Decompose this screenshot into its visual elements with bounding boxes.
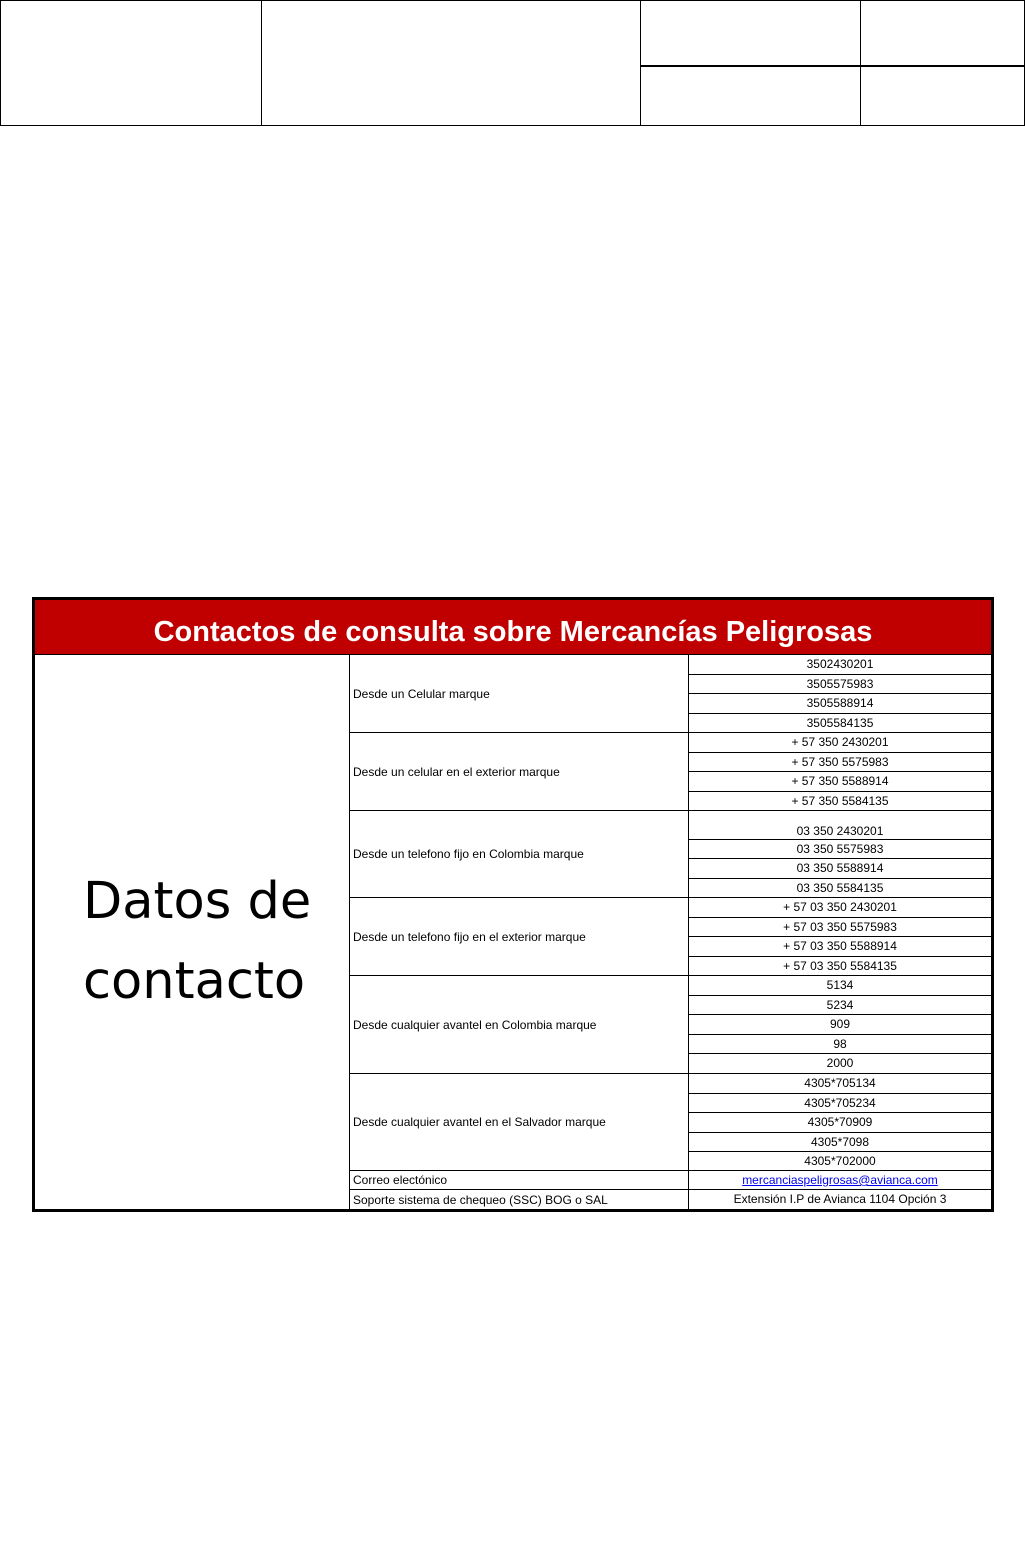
avantel-value: 5134 bbox=[689, 976, 991, 996]
phone-value: 3505584135 bbox=[806, 716, 874, 730]
phone-value: + 57 350 2430201 bbox=[689, 733, 991, 753]
avantel-value: 2000 bbox=[826, 1056, 854, 1070]
group-label: Desde cualquier avantel en Colombia marque bbox=[350, 976, 689, 1073]
group-label: Desde cualquier avantel en el Salvador marque bbox=[350, 1074, 689, 1170]
support-value: Extensión I.P de Avianca 1104 Opción 3 bbox=[733, 1192, 947, 1206]
email-label: Correo electónico bbox=[350, 1171, 689, 1189]
avantel-value: 4305*705234 bbox=[689, 1094, 991, 1113]
phone-value: 3505588914 bbox=[689, 694, 991, 714]
phone-value: 03 350 5584135 bbox=[796, 881, 884, 895]
contact-group-fijo-colombia bbox=[350, 811, 991, 898]
avantel-value: 909 bbox=[689, 1015, 991, 1035]
group-label: Desde un celular en el exterior marque bbox=[350, 733, 689, 810]
contact-group-fijo-exterior bbox=[350, 898, 991, 976]
contact-group-avantel-colombia bbox=[350, 976, 991, 1074]
phone-value: + 57 03 350 5575983 bbox=[689, 918, 991, 937]
group-label: Desde un telefono fijo en el exterior marque bbox=[350, 898, 689, 975]
phone-value: 3505575983 bbox=[689, 675, 991, 694]
phone-value: + 57 03 350 5584135 bbox=[783, 959, 897, 973]
phone-value: 03 350 5575983 bbox=[689, 840, 991, 859]
phone-value: 03 350 2430201 bbox=[689, 811, 991, 840]
phone-value: + 57 350 5588914 bbox=[689, 772, 991, 792]
contact-data-cell bbox=[35, 655, 350, 1209]
avantel-value: 98 bbox=[689, 1035, 991, 1054]
avantel-value: 4305*70909 bbox=[689, 1113, 991, 1133]
contacts-grid bbox=[350, 655, 991, 1209]
support-row bbox=[350, 1190, 991, 1209]
phone-value: 03 350 5588914 bbox=[689, 859, 991, 879]
avantel-value: 5234 bbox=[689, 996, 991, 1015]
contacts-title: Contactos de consulta sobre Mercancías Peligrosas bbox=[35, 600, 991, 655]
contact-group-celular bbox=[350, 655, 991, 733]
group-label: Desde un Celular marque bbox=[350, 655, 689, 732]
email-link[interactable]: mercanciaspeligrosas@avianca.com bbox=[742, 1173, 938, 1187]
phone-value: + 57 350 5584135 bbox=[791, 794, 889, 808]
group-label: Desde un telefono fijo en Colombia marque bbox=[350, 811, 689, 897]
avantel-value: 4305*702000 bbox=[804, 1154, 876, 1168]
avantel-value: 4305*7098 bbox=[689, 1133, 991, 1152]
phone-value: + 57 350 5575983 bbox=[689, 753, 991, 772]
avantel-value: 4305*705134 bbox=[689, 1074, 991, 1094]
contact-data-label: Datos de contacto bbox=[83, 872, 312, 1011]
phone-value: + 57 03 350 2430201 bbox=[689, 898, 991, 918]
contact-group-celular-exterior bbox=[350, 733, 991, 811]
email-row bbox=[350, 1171, 991, 1190]
phone-value: 3502430201 bbox=[689, 655, 991, 675]
phone-value: + 57 03 350 5588914 bbox=[689, 937, 991, 957]
document-header-table bbox=[0, 0, 1025, 126]
contacts-table bbox=[32, 597, 994, 1212]
contact-group-avantel-salvador bbox=[350, 1074, 991, 1171]
support-label: Soporte sistema de chequeo (SSC) BOG o SAL bbox=[350, 1190, 689, 1209]
